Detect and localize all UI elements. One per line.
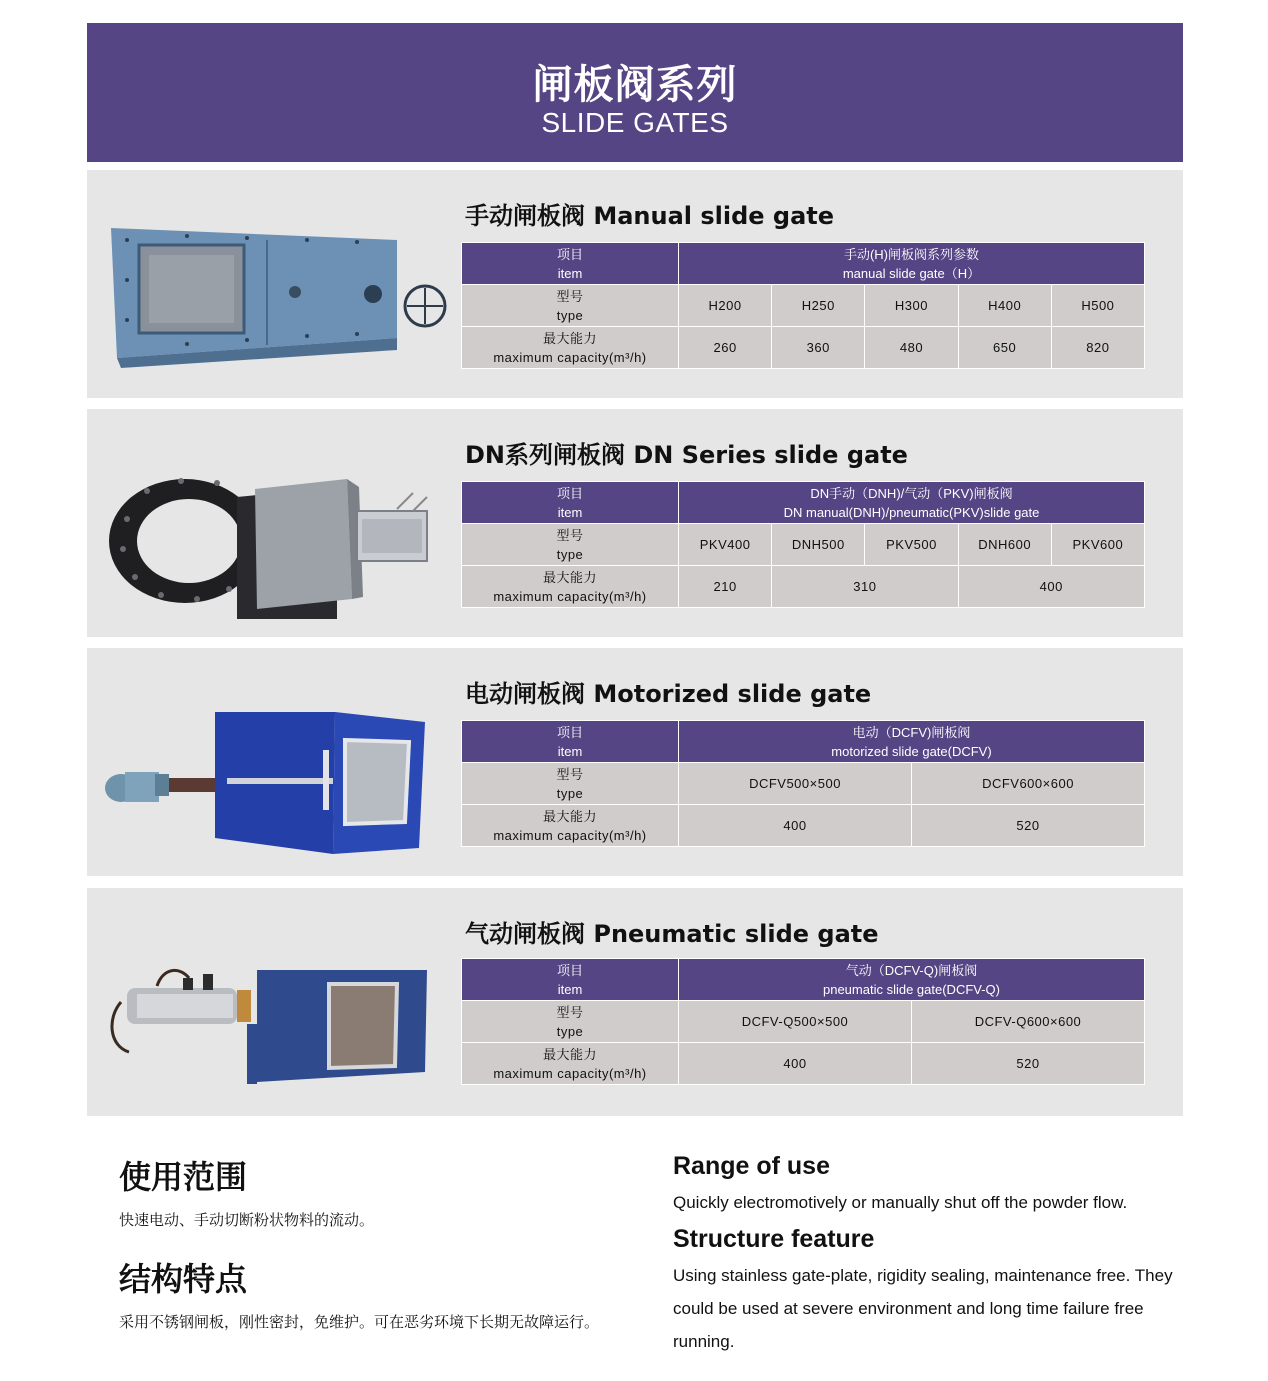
capacity-row xyxy=(462,1043,1145,1085)
capacity-label-cn: 最大能力 xyxy=(542,569,597,585)
capacity-cell: 650 xyxy=(958,327,1051,369)
type-row xyxy=(462,285,1145,327)
header-item-cn: 项目 xyxy=(556,962,583,978)
header-title-cn: DN手动（DNH)/气动（PKV)闸板阀 xyxy=(810,485,1013,501)
capacity-cell: 400 xyxy=(958,566,1144,608)
type-row xyxy=(462,524,1145,566)
header-title-cell xyxy=(679,482,1145,524)
type-label-cell xyxy=(462,524,679,566)
type-cell: H250 xyxy=(772,285,865,327)
type-label-cell xyxy=(462,763,679,805)
section-heading: 气动闸板阀 Pneumatic slide gate xyxy=(465,920,879,948)
type-label-en: type xyxy=(556,307,584,323)
header-item-cell xyxy=(462,721,679,763)
header-item-cell xyxy=(462,959,679,1001)
motorized-slide-gate-photo xyxy=(97,688,447,858)
section-manual-slide-gate xyxy=(87,170,1183,398)
type-cell: DCFV-Q600×600 xyxy=(912,1001,1145,1043)
capacity-row xyxy=(462,566,1145,608)
type-row xyxy=(462,1001,1145,1043)
type-label-cn: 型号 xyxy=(556,766,584,782)
section-heading: DN系列闸板阀 DN Series slide gate xyxy=(465,441,908,469)
type-label-cn: 型号 xyxy=(556,288,584,304)
type-row xyxy=(462,763,1145,805)
structure-text-cn: 采用不锈钢闸板，刚性密封，免维护。可在恶劣环境下长期无故障运行。 xyxy=(119,1313,600,1331)
header-title-en: DN manual(DNH)/pneumatic(PKV)slide gate xyxy=(783,504,1040,520)
type-cell: H200 xyxy=(679,285,772,327)
capacity-label-cell xyxy=(462,327,679,369)
banner-title-en: SLIDE GATES xyxy=(541,107,729,138)
header-item-en: item xyxy=(557,981,583,997)
dn-series-slide-gate-photo xyxy=(97,449,447,619)
type-cell: PKV500 xyxy=(865,524,958,566)
type-cell: DCFV500×500 xyxy=(679,763,912,805)
table-header-row xyxy=(462,243,1145,285)
capacity-cell: 260 xyxy=(679,327,772,369)
spec-table xyxy=(461,958,1145,1085)
type-label-cell xyxy=(462,285,679,327)
capacity-cell: 400 xyxy=(679,805,912,847)
structure-title-cn: 结构特点 xyxy=(119,1260,248,1298)
capacity-label-cn: 最大能力 xyxy=(542,1046,597,1062)
capacity-label-en: maximum capacity(m³/h) xyxy=(493,349,647,365)
header-item-cn: 项目 xyxy=(556,485,583,501)
header-title-cn: 手动(H)闸板阀系列参数 xyxy=(843,246,980,262)
section-dn-series-slide-gate xyxy=(87,409,1183,637)
header-item-en: item xyxy=(557,743,583,759)
capacity-cell: 820 xyxy=(1051,327,1144,369)
type-label-cn: 型号 xyxy=(556,527,584,543)
table-header-row xyxy=(462,721,1145,763)
capacity-row xyxy=(462,805,1145,847)
capacity-label-cn: 最大能力 xyxy=(542,808,597,824)
header-item-cn: 项目 xyxy=(556,724,583,740)
type-label-en: type xyxy=(556,785,584,801)
type-label-cell xyxy=(462,1001,679,1043)
type-cell: DNH500 xyxy=(772,524,865,566)
header-title-cn: 气动（DCFV-Q)闸板阀 xyxy=(845,962,978,978)
capacity-row xyxy=(462,327,1145,369)
pneumatic-slide-gate-photo xyxy=(97,928,447,1098)
usage-text-cn: 快速电动、手动切断粉状物料的流动。 xyxy=(119,1211,375,1229)
header-item-cn: 项目 xyxy=(556,246,583,262)
table-header-row xyxy=(462,959,1145,1001)
table-header-row xyxy=(462,482,1145,524)
header-title-en: manual slide gate（H） xyxy=(842,265,981,281)
type-cell: DCFV-Q500×500 xyxy=(679,1001,912,1043)
banner-title-cn: 闸板阀系列 xyxy=(532,62,738,108)
capacity-cell: 520 xyxy=(912,1043,1145,1085)
type-cell: DNH600 xyxy=(958,524,1051,566)
capacity-label-cell xyxy=(462,1043,679,1085)
description-area xyxy=(0,1130,1268,1381)
capacity-label-en: maximum capacity(m³/h) xyxy=(493,1065,647,1081)
capacity-cell: 400 xyxy=(679,1043,912,1085)
header-item-cell xyxy=(462,243,679,285)
header-item-cell xyxy=(462,482,679,524)
type-cell: H300 xyxy=(865,285,958,327)
type-cell: PKV400 xyxy=(679,524,772,566)
title-banner xyxy=(87,23,1183,162)
type-label-cn: 型号 xyxy=(556,1004,584,1020)
header-item-en: item xyxy=(557,504,583,520)
header-title-cell xyxy=(679,721,1145,763)
header-title-cell xyxy=(679,959,1145,1001)
header-title-cn: 电动（DCFV)闸板阀 xyxy=(852,724,971,740)
type-cell: PKV600 xyxy=(1051,524,1144,566)
spec-table xyxy=(461,720,1145,847)
usage-title-cn: 使用范围 xyxy=(119,1158,248,1196)
structure-text-en: Using stainless gate-plate, rigidity sealing, maintenance free. They could be used at severe environment and long time failure free running. xyxy=(673,1266,1173,1351)
capacity-label-cn: 最大能力 xyxy=(542,330,597,346)
section-heading: 电动闸板阀 Motorized slide gate xyxy=(465,680,872,708)
header-title-en: pneumatic slide gate(DCFV-Q) xyxy=(822,981,1000,997)
type-cell: DCFV600×600 xyxy=(912,763,1145,805)
capacity-label-en: maximum capacity(m³/h) xyxy=(493,588,647,604)
spec-table xyxy=(461,242,1145,369)
section-motorized-slide-gate xyxy=(87,648,1183,876)
capacity-label-en: maximum capacity(m³/h) xyxy=(493,827,647,843)
usage-title-en: Range of use xyxy=(673,1152,830,1180)
type-cell: H400 xyxy=(958,285,1051,327)
header-item-en: item xyxy=(557,265,583,281)
manual-slide-gate-photo xyxy=(97,210,447,380)
header-title-en: motorized slide gate(DCFV) xyxy=(831,743,992,759)
structure-title-en: Structure feature xyxy=(673,1225,875,1253)
section-heading: 手动闸板阀 Manual slide gate xyxy=(465,202,835,230)
capacity-label-cell xyxy=(462,805,679,847)
type-label-en: type xyxy=(556,1023,584,1039)
capacity-label-cell xyxy=(462,566,679,608)
spec-table xyxy=(461,481,1145,608)
header-title-cell xyxy=(679,243,1145,285)
type-label-en: type xyxy=(556,546,584,562)
capacity-cell: 480 xyxy=(865,327,958,369)
usage-text-en: Quickly electromotively or manually shut off the powder flow. xyxy=(673,1193,1128,1212)
capacity-cell: 360 xyxy=(772,327,865,369)
capacity-cell: 310 xyxy=(772,566,958,608)
type-cell: H500 xyxy=(1051,285,1144,327)
capacity-cell: 210 xyxy=(679,566,772,608)
capacity-cell: 520 xyxy=(912,805,1145,847)
section-pneumatic-slide-gate xyxy=(87,888,1183,1116)
